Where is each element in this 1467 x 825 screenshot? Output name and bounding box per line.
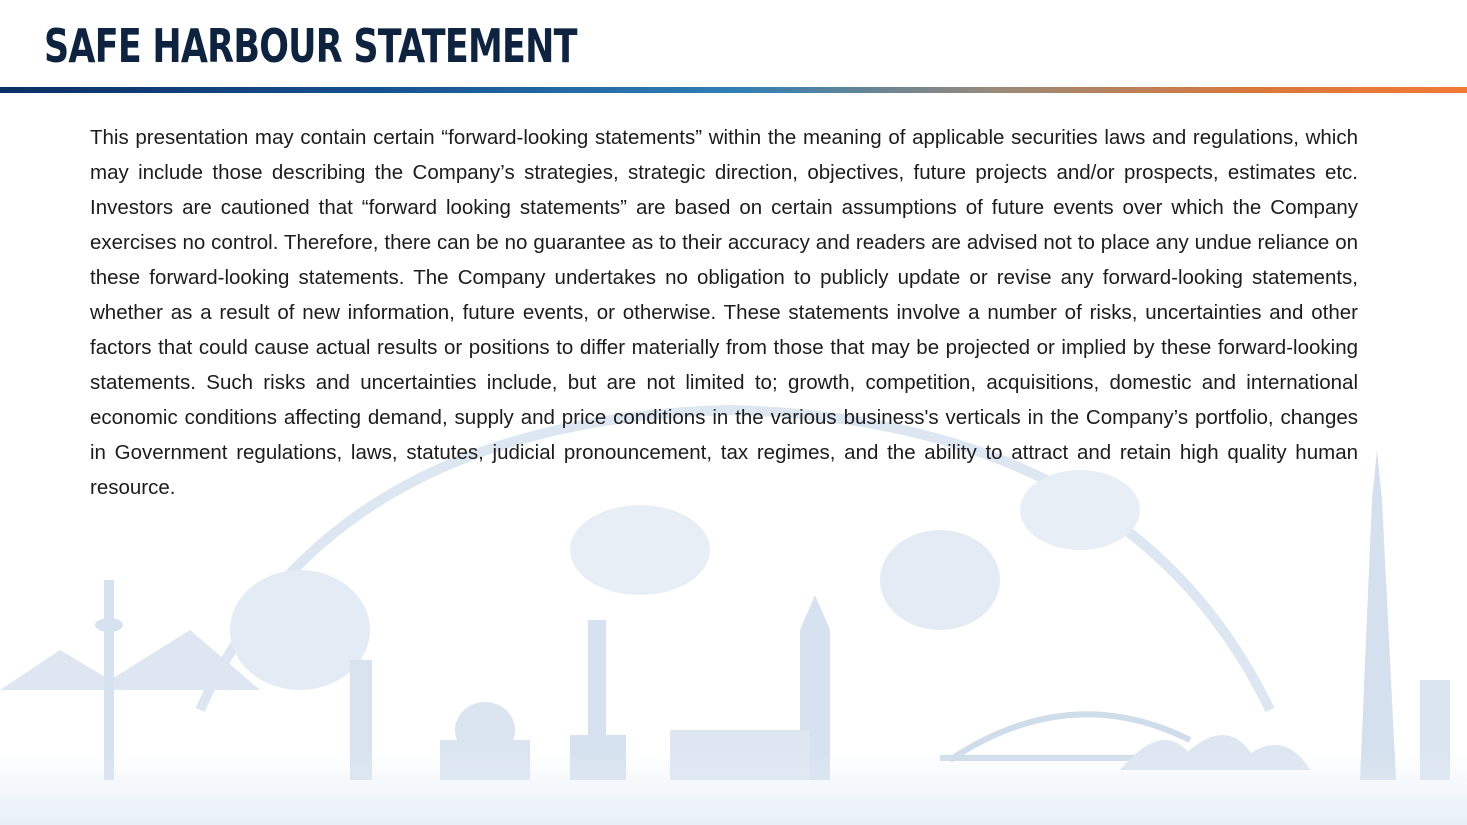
title-gradient-rule xyxy=(0,87,1467,93)
slide-title: SAFE HARBOUR STATEMENT xyxy=(44,19,577,73)
safe-harbour-paragraph: This presentation may contain certain “forward-looking statements” within the meaning of applicable securities laws and regulations, which may include those describing the Company’s strategies, strategic direction, objectives, future projects and/or prospects, estimates etc. Investors are cautioned that “forward looking statements” are based on certain assumptions of future events over which the Company exercises no control. Therefore, there can be no guarantee as to their accuracy and readers are advised not to place any undue reliance on these forward-looking statements. The Company undertakes no obligation to publicly update or revise any forward-looking statements, whether as a result of new information, future events, or otherwise. These statements involve a number of risks, uncertainties and other factors that could cause actual results or positions to differ materially from those that may be projected or implied by these forward-looking statements. Such risks and uncertainties include, but are not limited to; growth, competition, acquisitions, domestic and international economic conditions affecting demand, supply and price conditions in the various business's verticals in the Company’s portfolio, changes in Government regulations, laws, statutes, judicial pronouncement, tax regimes, and the ability to attract and retain high quality human resource. xyxy=(90,126,1358,499)
